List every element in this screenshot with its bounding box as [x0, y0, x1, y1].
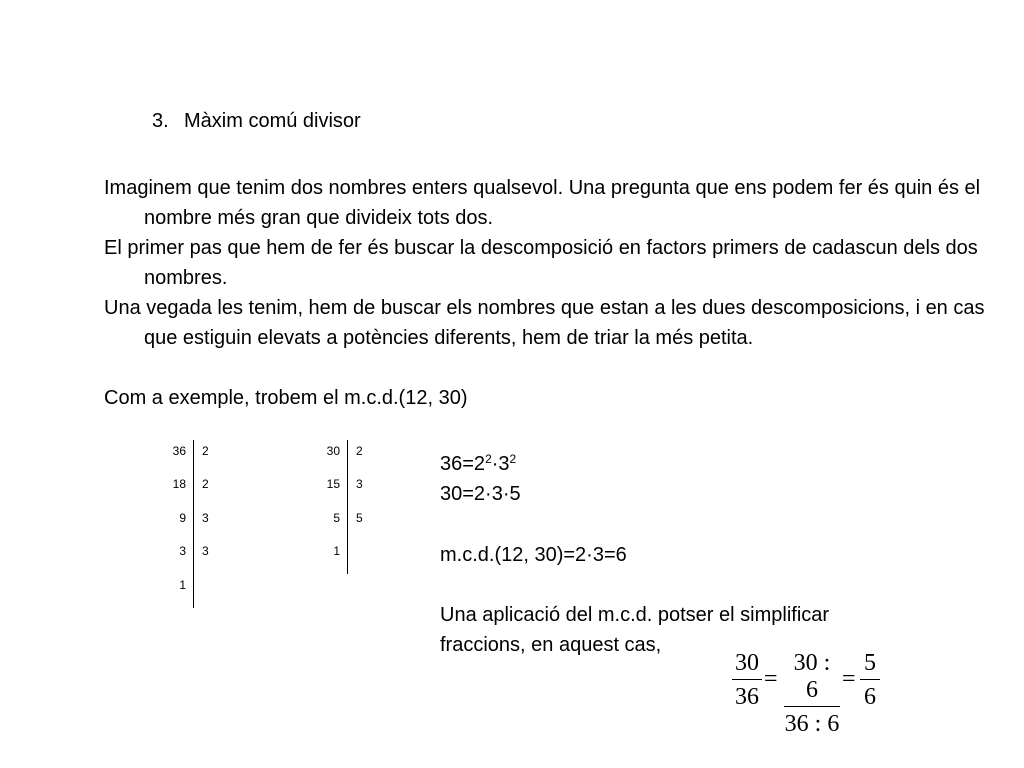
fact30-divider [347, 440, 348, 574]
heading-number: 3. [152, 110, 169, 132]
heading-title: Màxim comú divisor [184, 110, 361, 132]
fact36-right-0: 2 [202, 444, 209, 458]
fraction-2-denominator: 36 : 6 [784, 711, 840, 737]
fact36-left-3: 3 [179, 544, 186, 558]
fraction-3-numerator: 5 [860, 650, 880, 680]
fact36-divider [193, 440, 194, 608]
section-heading [152, 110, 361, 133]
fact30-left-3: 1 [333, 544, 340, 558]
fact36-right-2: 3 [202, 511, 209, 525]
fraction-1-denominator: 36 [735, 684, 759, 710]
equals-sign-2: = [842, 666, 856, 692]
fraction-30div6-36div6 [784, 650, 840, 738]
fact30-right-0: 2 [356, 444, 363, 458]
gcd-result: m.c.d.(12, 30)=2·3=6 [440, 544, 627, 566]
factorization-30-result: 30=2·3·5 [440, 483, 521, 505]
fact36-left-4: 1 [179, 578, 186, 592]
fact36-right-3: 3 [202, 544, 209, 558]
fact30-left-0: 30 [326, 444, 340, 458]
fact36-left-0: 36 [172, 444, 186, 458]
factorization-36-result: $36=2^2\cdot 3^2$ [440, 452, 517, 475]
fraction-1-numerator: 30 [732, 650, 762, 680]
fact30-left-2: 5 [333, 511, 340, 525]
fact30-right-1: 3 [356, 477, 363, 491]
fact36-left-1: 18 [172, 477, 186, 491]
fraction-3-denominator: 6 [864, 684, 876, 710]
paragraph-4: Com a exemple, trobem el m.c.d.(12, 30) [104, 387, 468, 409]
fact36-left-2: 9 [179, 511, 186, 525]
paragraph-1: Imaginem que tenim dos nombres enters qualsevol. Una pregunta que ens podem fer és quin és el nombre més gran que divideix tots dos. [104, 177, 981, 229]
fact36-right-1: 2 [202, 477, 209, 491]
fraction-5-6 [860, 650, 880, 711]
fraction-30-36 [732, 650, 762, 711]
paragraph-3: Una vegada les tenim, hem de buscar els nombres que estan a les dues descomposicions, i en cas que estiguin elevats a potències diferents, hem de triar la més petita. [104, 297, 985, 349]
equals-sign-1: = [764, 666, 778, 692]
fact30-left-1: 15 [326, 477, 340, 491]
fraction-2-numerator: 30 : 6 [784, 650, 840, 707]
application-text: Una aplicació del m.c.d. potser el simplificar fraccions, en aquest cas, [440, 604, 830, 656]
fact30-right-2: 5 [356, 511, 363, 525]
paragraph-2: El primer pas que hem de fer és buscar la descomposició en factors primers de cadascun dels dos nombres. [104, 237, 978, 289]
